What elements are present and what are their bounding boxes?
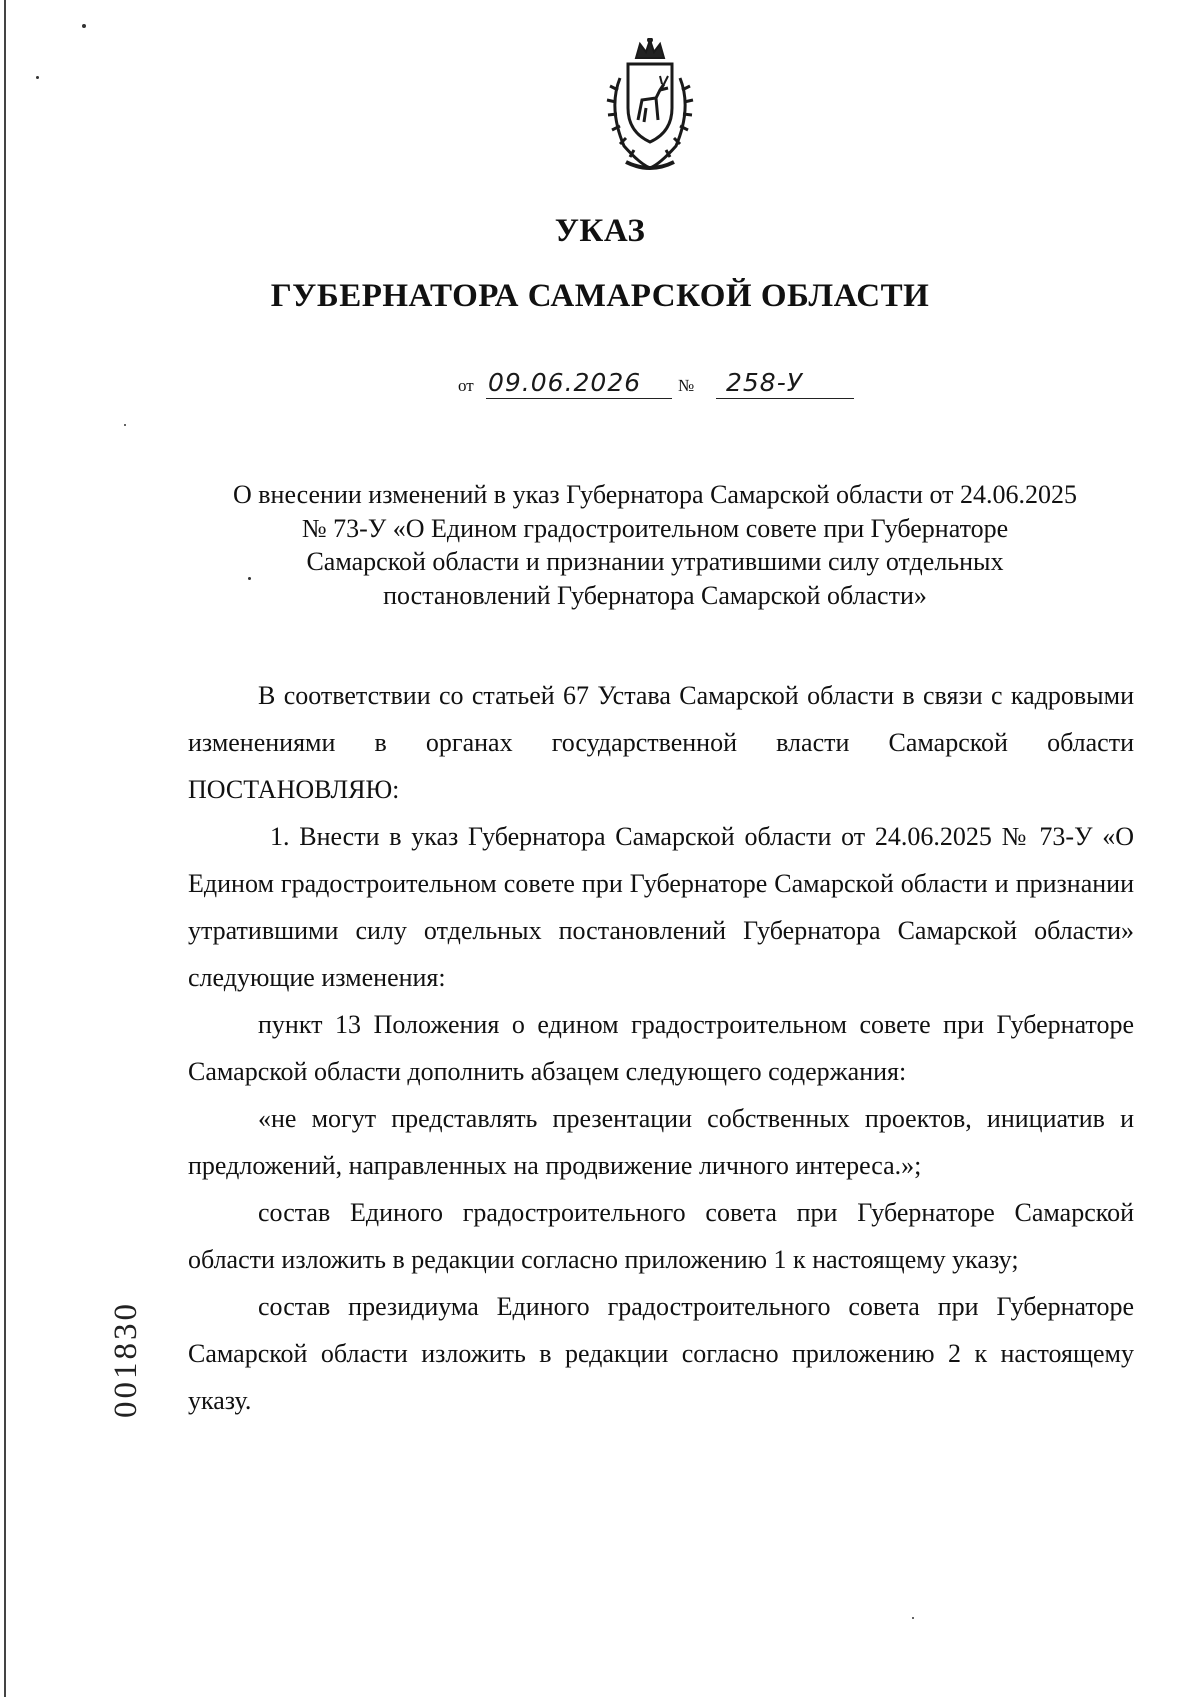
date-label: от <box>458 376 474 395</box>
decree-subject <box>180 478 1130 612</box>
issuer-title: ГУБЕРНАТОРА САМАРСКОЙ ОБЛАСТИ <box>270 278 930 314</box>
number-underline <box>716 398 854 399</box>
serial-number-stamp: 001830 <box>108 1301 144 1418</box>
scan-edge <box>4 0 6 1697</box>
document-title: УКАЗ <box>554 213 646 249</box>
handwritten-date: 09.06.2026 <box>488 368 642 397</box>
date-underline <box>486 398 672 399</box>
scan-speck <box>36 76 39 79</box>
scan-speck <box>912 1617 914 1619</box>
coat-of-arms-emblem <box>590 38 710 176</box>
item-1-paragraph: 1. Внести в указ Губернатора Самарской области от 24.06.2025 № 73-У «О Едином градостроительном совете при Губернаторе Самарской области и признании утратившими силу отдельных постановлений Губернатора Самарской области» следующие изменения: <box>188 822 1134 992</box>
presidium-composition-paragraph: состав президиума Единого градостроительного совета при Губернаторе Самарской области изложить в редакции согласно приложению 2 к настоящему указу. <box>188 1292 1134 1415</box>
council-composition-paragraph: состав Единого градостроительного совета при Губернаторе Самарской области изложить в редакции согласно приложению 1 к настоящему указу; <box>188 1198 1134 1274</box>
handwritten-number: 258-У <box>726 368 803 397</box>
date-number-line <box>458 364 858 404</box>
subject-line: Самарской области и признании утратившими силу отдельных <box>306 547 1004 576</box>
quoted-text-paragraph: «не могут представлять презентации собственных проектов, инициатив и предложений, направленных на продвижение личного интереса.»; <box>188 1104 1134 1180</box>
scan-speck <box>82 24 86 28</box>
subject-line: О внесении изменений в указ Губернатора Самарской области от 24.06.2025 <box>233 480 1077 509</box>
subject-line: № 73-У «О Едином градостроительном совете при Губернаторе <box>301 513 1009 543</box>
scan-speck <box>124 424 126 426</box>
subject-line: постановлений Губернатора Самарской области» <box>383 580 927 610</box>
preamble-paragraph: В соответствии со статьей 67 Устава Самарской области в связи с кадровыми изменениями в органах государственной власти Самарской области ПОСТАНОВЛЯЮ: <box>188 681 1134 804</box>
decree-body <box>188 672 1134 1424</box>
amendment-paragraph: пункт 13 Положения о едином градостроительном совете при Губернаторе Самарской области дополнить абзацем следующего содержания: <box>188 1010 1134 1086</box>
number-label: № <box>678 376 695 395</box>
